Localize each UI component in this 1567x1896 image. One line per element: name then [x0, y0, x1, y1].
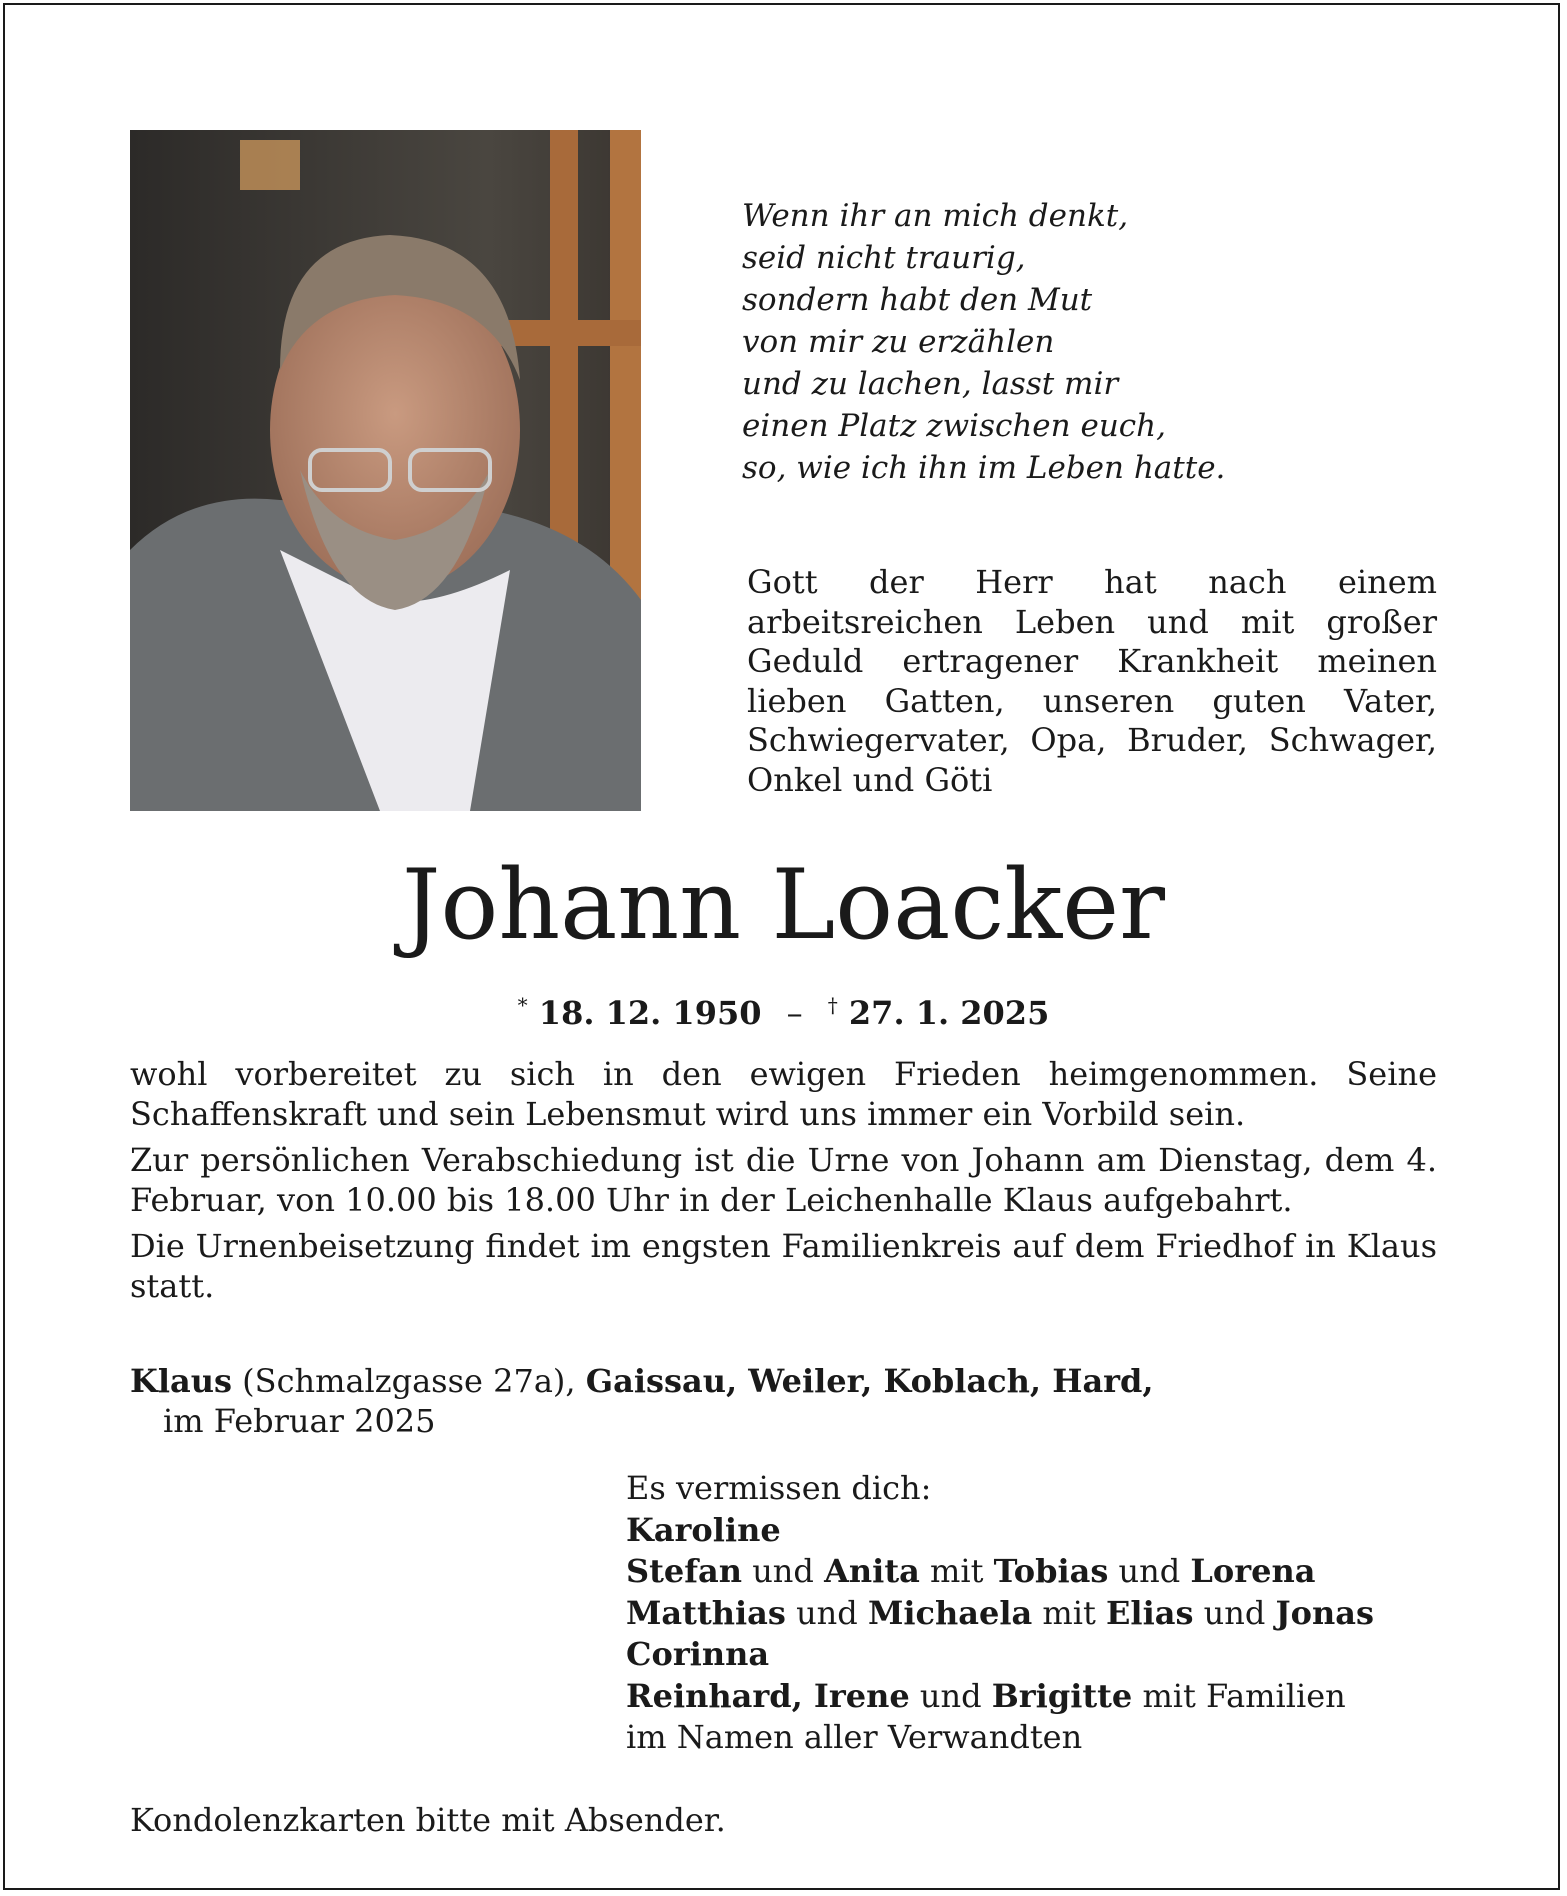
- family-name: Elias: [1106, 1593, 1194, 1632]
- family-name: Lorena: [1190, 1552, 1316, 1590]
- conjunction: mit: [930, 1552, 984, 1590]
- place-address: (Schmalzgasse 27a),: [242, 1362, 576, 1400]
- date-dash: –: [786, 994, 803, 1032]
- family-name: Reinhard, Irene: [626, 1676, 910, 1715]
- poem-line: von mir zu erzählen: [742, 324, 1055, 360]
- conjunction: und: [919, 1676, 982, 1715]
- family-name: Anita: [824, 1552, 920, 1590]
- main-text: [130, 1055, 1437, 1313]
- poem: [742, 195, 1225, 489]
- family-name: Karoline: [626, 1510, 781, 1549]
- conjunction: und: [796, 1593, 858, 1632]
- place-others: Gaissau, Weiler, Koblach, Hard,: [585, 1362, 1154, 1400]
- footer-note: Kondolenzkarten bitte mit Absender.: [130, 1801, 726, 1839]
- poem-line: seid nicht traurig,: [742, 240, 1026, 276]
- family-name: Michaela: [867, 1593, 1033, 1632]
- poem-line: so, wie ich ihn im Leben hatte.: [742, 450, 1226, 486]
- paragraph: Zur persönlichen Verabschiedung ist die Urne von Johann am Dienstag, dem 4. Februar, von 10.00 bis 18.00 Uhr in der Leichenhalle Klaus aufgebahrt.: [130, 1141, 1437, 1219]
- family-name: Stefan: [626, 1552, 743, 1590]
- family-name: Corinna: [626, 1635, 770, 1673]
- family-name: Jonas: [1275, 1593, 1375, 1632]
- conjunction: mit: [1042, 1593, 1096, 1632]
- family-heading: Es vermissen dich:: [626, 1469, 932, 1507]
- death-symbol: †: [827, 993, 838, 1017]
- place-and-date: [130, 1362, 1154, 1441]
- birth-symbol: *: [517, 993, 528, 1017]
- family-name: Brigitte: [991, 1676, 1133, 1715]
- deceased-name: Johann Loacker: [402, 849, 1165, 961]
- poem-line: einen Platz zwischen euch,: [742, 408, 1166, 444]
- portrait-image: [130, 130, 641, 811]
- paragraph: Die Urnenbeisetzung findet im engsten Familienkreis auf dem Friedhof in Klaus statt.: [130, 1227, 1437, 1305]
- birth-date: 18. 12. 1950: [538, 994, 762, 1032]
- conjunction: und: [1203, 1593, 1266, 1632]
- life-dates: [0, 985, 1567, 1033]
- place-date: im Februar 2025: [163, 1401, 436, 1440]
- conjunction: und: [752, 1552, 814, 1590]
- death-date: 27. 1. 2025: [848, 994, 1050, 1032]
- family-closing: im Namen aller Verwandten: [626, 1718, 1083, 1756]
- poem-line: Wenn ihr an mich denkt,: [742, 198, 1129, 234]
- intro-text: Gott der Herr hat nach einem arbeitsreichen Leben und mit großer Geduld ertragener Krankheit meinen lieben Gatten, unseren guten Vater, Schwiegervater, Opa, Bruder, Schwager, Onkel und Göti: [747, 563, 1437, 799]
- poem-line: sondern habt den Mut: [742, 282, 1093, 318]
- place-town: Klaus: [130, 1362, 232, 1400]
- portrait-photo: [130, 130, 641, 811]
- paragraph: wohl vorbereitet zu sich in den ewigen Frieden heimgenommen. Seine Schaffenskraft und sein Lebensmut wird uns immer ein Vorbild sein.: [130, 1055, 1437, 1133]
- family-name: Matthias: [626, 1593, 786, 1632]
- family-name: Tobias: [993, 1552, 1109, 1590]
- conjunction: und: [1118, 1552, 1181, 1590]
- poem-line: und zu lachen, lasst mir: [742, 366, 1119, 402]
- conjunction: mit Familien: [1142, 1676, 1346, 1715]
